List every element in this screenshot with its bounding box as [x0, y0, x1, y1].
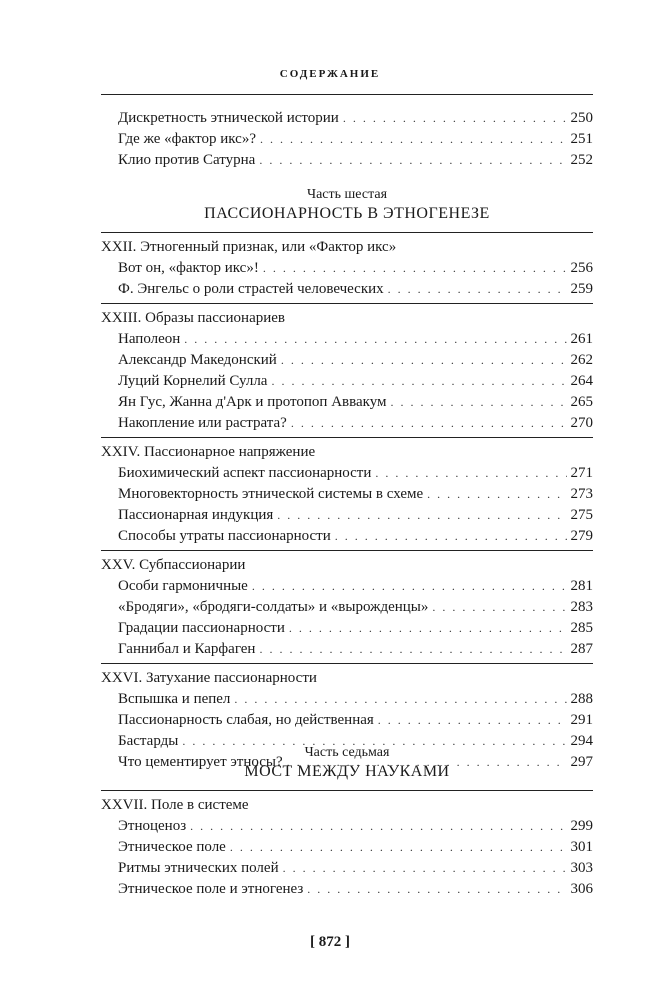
- chapter-heading: XXVII. Поле в системе: [101, 797, 249, 813]
- toc-entry: Накопление или растрата? . . . 270: [101, 413, 593, 434]
- part-label: Часть седьмая: [304, 745, 390, 760]
- toc-entry: Наполеон . . . 261: [101, 329, 593, 350]
- toc-entry: Пассионарность слабая, но действенная . . . 291: [101, 710, 593, 731]
- toc-entry: Что цементирует этносы? . . . 297: [101, 752, 593, 773]
- page-number: [ 872 ]: [310, 934, 350, 950]
- toc-entry: Александр Македонский . . . 262: [101, 350, 593, 371]
- toc-entry: Клио против Сатурна . . . 252: [101, 150, 593, 171]
- toc-entry: «Бродяги», «бродяги-солдаты» и «вырожденцы» . . . 283: [101, 597, 593, 618]
- toc-entry: Этническое поле . . . 301: [101, 837, 593, 858]
- toc-entry: Особи гармоничные . . . 281: [101, 576, 593, 597]
- part-seven: [101, 744, 593, 900]
- toc-entry: Пассионарная индукция . . . 275: [101, 505, 593, 526]
- toc-entry: Ритмы этнических полей . . . 303: [101, 858, 593, 879]
- running-head: СОДЕРЖАНИЕ: [279, 68, 381, 80]
- header-rule: [101, 94, 593, 95]
- toc-entry: Этноценоз . . . 299: [101, 816, 593, 837]
- toc-entry: Градации пассионарности . . . 285: [101, 618, 593, 639]
- part-title: МОСТ МЕЖДУ НАУКАМИ: [244, 763, 450, 780]
- chapter-heading: XXIII. Образы пассионариев: [101, 310, 286, 326]
- chapter-heading: XXV. Субпассионарии: [101, 557, 246, 573]
- toc-entry: Луций Корнелий Сулла . . . 264: [101, 371, 593, 392]
- toc-entry: Ф. Энгельс о роли страстей человеческих . . . 259: [101, 279, 593, 300]
- toc-entry: Вспышка и пепел . . . 288: [101, 689, 593, 710]
- part-label: Часть шестая: [306, 187, 388, 202]
- top-entries: [101, 108, 593, 171]
- chapter-heading: XXII. Этногенный признак, или «Фактор икс»: [101, 239, 397, 255]
- toc-entry: Бастарды . . . 294: [101, 731, 593, 752]
- chapter-heading: XXIV. Пассионарное напряжение: [101, 444, 316, 460]
- part-title: ПАССИОНАРНОСТЬ В ЭТНОГЕНЕЗЕ: [204, 205, 490, 222]
- toc-entry: Вот он, «фактор икс»! . . . 256: [101, 258, 593, 279]
- toc-entry: Способы утраты пассионарности . . . 279: [101, 526, 593, 547]
- part-six: [101, 186, 593, 773]
- toc-entry: Этническое поле и этногенез . . . 306: [101, 879, 593, 900]
- toc-entry: Дискретность этнической истории . . . 250: [101, 108, 593, 129]
- chapter-heading: XXVI. Затухание пассионарности: [101, 670, 317, 686]
- toc-entry: Ганнибал и Карфаген . . . 287: [101, 639, 593, 660]
- toc-entry: Многовекторность этнической системы в схеме . . . 273: [101, 484, 593, 505]
- toc-entry: Ян Гус, Жанна д'Арк и протопоп Аввакум . . . 265: [101, 392, 593, 413]
- toc-entry: Биохимический аспект пассионарности . . . 271: [101, 463, 593, 484]
- toc-entry: Где же «фактор икс»? . . . 251: [101, 129, 593, 150]
